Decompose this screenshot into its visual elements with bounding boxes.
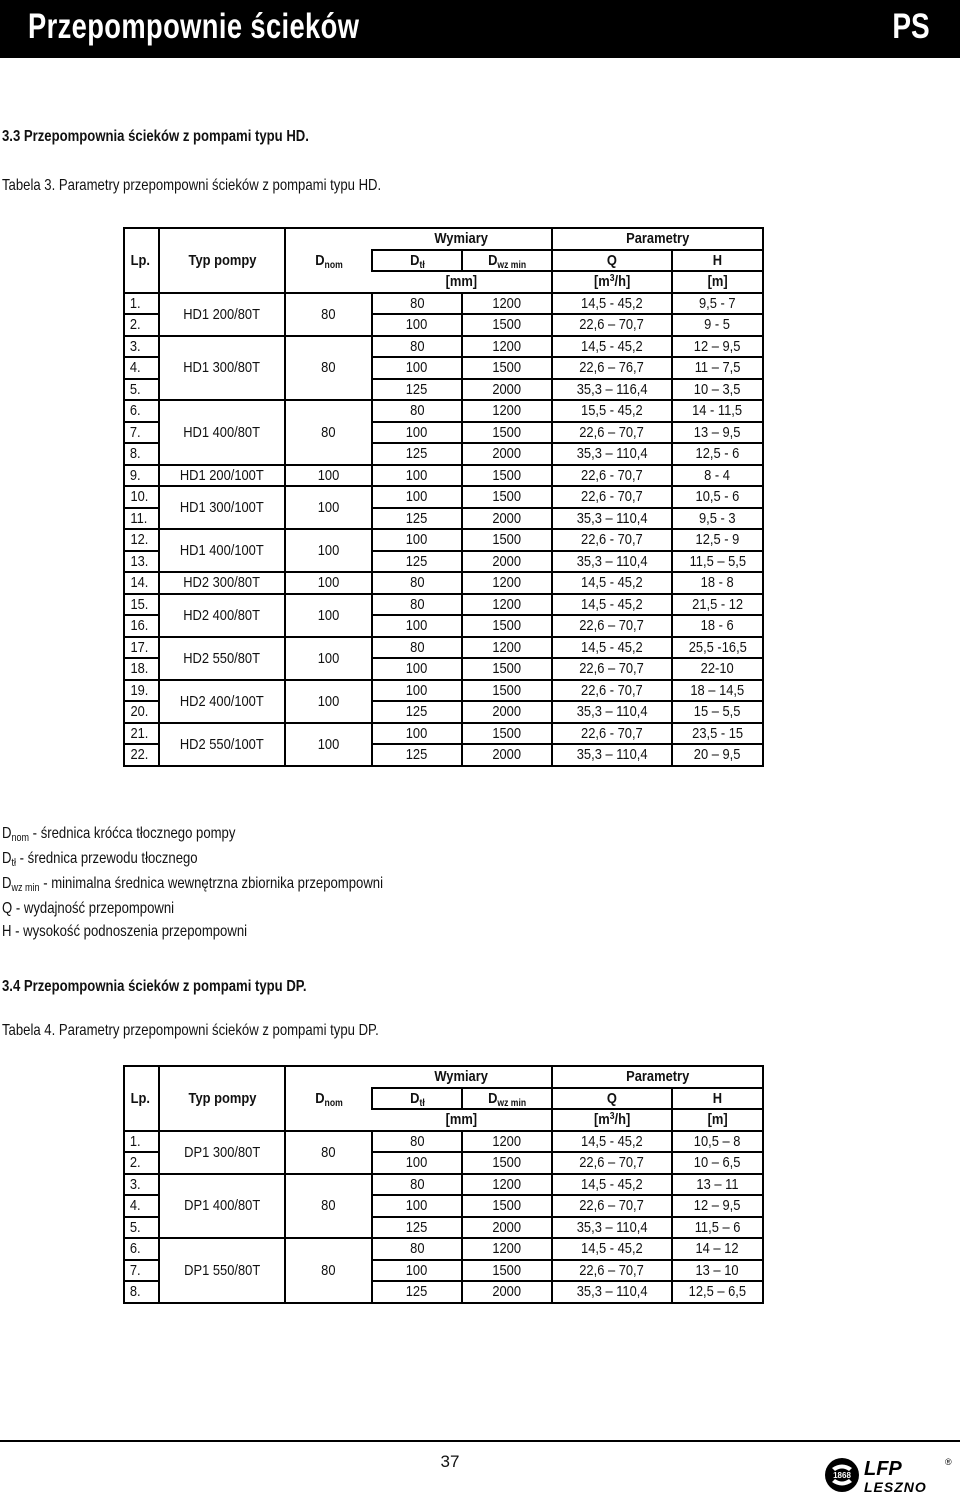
cell-pump-type: DP1 300/80T (159, 1131, 285, 1174)
cell-h: 22-10 (672, 658, 763, 680)
cell-d-nom: 80 (285, 1238, 372, 1303)
registered-mark: ® (945, 1457, 952, 1467)
cell-d-tl: 125 (372, 443, 462, 465)
header-blank (159, 1109, 285, 1131)
cell-h: 10 – 6,5 (672, 1152, 763, 1174)
cell-lp: 8. (124, 443, 159, 465)
cell-d-wz-min: 1200 (462, 1131, 552, 1153)
cell-q: 22,6 - 70,7 (552, 529, 672, 551)
cell-h: 15 – 5,5 (672, 701, 763, 723)
cell-d-tl: 100 (372, 1195, 462, 1217)
header-d-nom: $D_{nom}$ (285, 1088, 372, 1110)
cell-h: 9,5 - 7 (672, 293, 763, 315)
cell-q: 22,6 – 70,7 (552, 658, 672, 680)
table-row (124, 572, 763, 594)
cell-d-wz-min: 1500 (462, 1152, 552, 1174)
cell-d-nom: 100 (285, 723, 372, 766)
header-blank (159, 228, 285, 250)
legend-d-tl: Dtł - średnica przewodu tłocznego (2, 850, 198, 869)
lfp-leszno-logo (824, 1455, 954, 1495)
cell-q: 35,3 – 110,4 (552, 701, 672, 723)
cell-d-wz-min: 1500 (462, 529, 552, 551)
logo-text-leszno: LESZNO (864, 1479, 927, 1495)
cell-h: 11,5 – 5,5 (672, 551, 763, 573)
cell-d-wz-min: 1200 (462, 572, 552, 594)
header-q: Q (552, 250, 672, 272)
cell-d-nom: 80 (285, 1174, 372, 1239)
cell-h: 13 – 10 (672, 1260, 763, 1282)
cell-d-tl: 80 (372, 572, 462, 594)
header-h: H (672, 1088, 763, 1110)
cell-lp: 1. (124, 293, 159, 315)
table-row (124, 336, 763, 358)
cell-d-tl: 100 (372, 658, 462, 680)
cell-q: 14,5 - 45,2 (552, 1131, 672, 1153)
cell-d-nom: 80 (285, 336, 372, 401)
cell-lp: 4. (124, 357, 159, 379)
cell-d-wz-min: 1200 (462, 293, 552, 315)
header-unit-q: $[m^3/h]$ (552, 1109, 672, 1131)
cell-d-tl: 80 (372, 400, 462, 422)
cell-d-tl: 80 (372, 293, 462, 315)
cell-d-wz-min: 2000 (462, 379, 552, 401)
cell-d-wz-min: 1500 (462, 422, 552, 444)
cell-q: 35,3 – 110,4 (552, 443, 672, 465)
cell-lp: 12. (124, 529, 159, 551)
cell-q: 14,5 - 45,2 (552, 594, 672, 616)
cell-h: 25,5 -16,5 (672, 637, 763, 659)
header-wymiary: Wymiary (372, 228, 552, 250)
cell-d-wz-min: 1200 (462, 1238, 552, 1260)
cell-h: 14 - 11,5 (672, 400, 763, 422)
cell-q: 22,6 - 70,7 (552, 723, 672, 745)
cell-h: 20 – 9,5 (672, 744, 763, 766)
cell-d-nom: 100 (285, 680, 372, 723)
cell-pump-type: HD1 200/100T (159, 465, 285, 487)
cell-d-wz-min: 1500 (462, 1260, 552, 1282)
header-blank (285, 1109, 372, 1131)
table-hd (123, 227, 764, 767)
cell-h: 18 – 14,5 (672, 680, 763, 702)
cell-d-tl: 125 (372, 508, 462, 530)
cell-d-nom: 100 (285, 465, 372, 487)
table-row (124, 1131, 763, 1153)
cell-h: 23,5 - 15 (672, 723, 763, 745)
cell-lp: 2. (124, 314, 159, 336)
cell-q: 35,3 – 110,4 (552, 1281, 672, 1303)
page-number: 37 (440, 1452, 460, 1471)
cell-lp: 16. (124, 615, 159, 637)
page-header (0, 0, 960, 58)
header-blank (124, 271, 159, 293)
header-parametry: Parametry (552, 1066, 763, 1088)
cell-d-tl: 100 (372, 615, 462, 637)
cell-h: 10 – 3,5 (672, 379, 763, 401)
cell-d-wz-min: 1500 (462, 658, 552, 680)
cell-q: 22,6 – 70,7 (552, 314, 672, 336)
table-row (124, 637, 763, 659)
cell-q: 14,5 - 45,2 (552, 1238, 672, 1260)
cell-d-nom: 100 (285, 486, 372, 529)
header-q: Q (552, 1088, 672, 1110)
header-blank (285, 228, 372, 250)
header-blank (124, 1066, 159, 1088)
cell-pump-type: DP1 400/80T (159, 1174, 285, 1239)
table-row (124, 465, 763, 487)
header-blank (285, 1066, 372, 1088)
section-heading-dp: 3.4 Przepompownia ścieków z pompami typu DP. (2, 978, 307, 995)
table-row (124, 1174, 763, 1196)
legend-q: Q - wydajność przepompowni (2, 900, 175, 917)
header-blank (159, 271, 285, 293)
legend-d-nom: Dnom - średnica króćca tłocznego pompy (2, 825, 236, 844)
table-dp (123, 1065, 764, 1304)
section-heading-hd: 3.3 Przepompownia ścieków z pompami typu HD. (2, 128, 309, 145)
cell-d-nom: 100 (285, 637, 372, 680)
header-lp: Lp. (124, 250, 159, 272)
cell-d-nom: 80 (285, 293, 372, 336)
cell-lp: 7. (124, 1260, 159, 1282)
cell-q: 35,3 – 110,4 (552, 744, 672, 766)
header-d-tl: $D_{tł}$ (372, 250, 462, 272)
cell-h: 18 - 6 (672, 615, 763, 637)
cell-d-tl: 100 (372, 465, 462, 487)
cell-d-tl: 80 (372, 594, 462, 616)
cell-d-wz-min: 1500 (462, 680, 552, 702)
cell-q: 35,3 – 110,4 (552, 508, 672, 530)
cell-pump-type: HD2 300/80T (159, 572, 285, 594)
cell-h: 8 - 4 (672, 465, 763, 487)
cell-pump-type: HD1 300/80T (159, 336, 285, 401)
cell-lp: 15. (124, 594, 159, 616)
cell-lp: 4. (124, 1195, 159, 1217)
header-blank (124, 1109, 159, 1131)
cell-lp: 3. (124, 1174, 159, 1196)
cell-h: 9 - 5 (672, 314, 763, 336)
cell-q: 22,6 – 70,7 (552, 615, 672, 637)
header-unit-mm: [mm] (372, 1109, 552, 1131)
cell-lp: 21. (124, 723, 159, 745)
cell-h: 12,5 – 6,5 (672, 1281, 763, 1303)
cell-d-tl: 125 (372, 379, 462, 401)
cell-d-tl: 125 (372, 701, 462, 723)
header-h: H (672, 250, 763, 272)
cell-d-tl: 100 (372, 314, 462, 336)
cell-lp: 13. (124, 551, 159, 573)
cell-h: 13 – 9,5 (672, 422, 763, 444)
cell-d-nom: 100 (285, 594, 372, 637)
cell-d-tl: 100 (372, 486, 462, 508)
legend-d-wz-min: Dwz min - minimalna średnica wewnętrzna zbiornika przepompowni (2, 875, 384, 894)
cell-d-wz-min: 1500 (462, 723, 552, 745)
cell-d-tl: 80 (372, 1174, 462, 1196)
cell-h: 12 – 9,5 (672, 336, 763, 358)
header-unit-mm: [mm] (372, 271, 552, 293)
cell-lp: 2. (124, 1152, 159, 1174)
cell-d-wz-min: 1500 (462, 486, 552, 508)
footer-rule (0, 1440, 960, 1442)
table-row (124, 1238, 763, 1260)
section-code: PS (892, 7, 930, 46)
cell-d-wz-min: 2000 (462, 1281, 552, 1303)
cell-lp: 14. (124, 572, 159, 594)
cell-d-tl: 125 (372, 744, 462, 766)
cell-lp: 20. (124, 701, 159, 723)
cell-pump-type: HD2 550/100T (159, 723, 285, 766)
cell-q: 22,6 – 76,7 (552, 357, 672, 379)
cell-d-tl: 100 (372, 357, 462, 379)
cell-h: 21,5 - 12 (672, 594, 763, 616)
header-blank (285, 271, 372, 293)
cell-d-tl: 100 (372, 1260, 462, 1282)
cell-d-nom: 100 (285, 572, 372, 594)
cell-d-wz-min: 2000 (462, 443, 552, 465)
cell-lp: 6. (124, 400, 159, 422)
cell-pump-type: HD1 200/80T (159, 293, 285, 336)
table-caption-hd: Tabela 3. Parametry przepompowni ścieków z pompami typu HD. (2, 177, 382, 194)
cell-d-wz-min: 2000 (462, 701, 552, 723)
cell-q: 14,5 - 45,2 (552, 336, 672, 358)
cell-lp: 5. (124, 379, 159, 401)
cell-pump-type: HD1 400/100T (159, 529, 285, 572)
table-row (124, 486, 763, 508)
cell-d-tl: 80 (372, 1131, 462, 1153)
cell-h: 11 – 7,5 (672, 357, 763, 379)
page-title: Przepompownie ścieków (28, 7, 360, 46)
cell-h: 12,5 - 9 (672, 529, 763, 551)
cell-lp: 18. (124, 658, 159, 680)
cell-q: 35,3 – 116,4 (552, 379, 672, 401)
cell-lp: 9. (124, 465, 159, 487)
table-caption-dp: Tabela 4. Parametry przepompowni ścieków z pompami typu DP. (2, 1022, 379, 1039)
cell-q: 14,5 - 45,2 (552, 293, 672, 315)
cell-pump-type: HD2 550/80T (159, 637, 285, 680)
cell-h: 9,5 - 3 (672, 508, 763, 530)
header-wymiary: Wymiary (372, 1066, 552, 1088)
cell-lp: 10. (124, 486, 159, 508)
cell-q: 22,6 – 70,7 (552, 1195, 672, 1217)
cell-lp: 3. (124, 336, 159, 358)
cell-d-wz-min: 1200 (462, 336, 552, 358)
cell-q: 22,6 – 70,7 (552, 1152, 672, 1174)
header-d-nom: $D_{nom}$ (285, 250, 372, 272)
cell-q: 22,6 - 70,7 (552, 465, 672, 487)
cell-d-wz-min: 2000 (462, 508, 552, 530)
header-d-wz-min: $D_{wz min}$ (462, 1088, 552, 1110)
cell-d-wz-min: 1500 (462, 357, 552, 379)
cell-d-tl: 100 (372, 1152, 462, 1174)
cell-pump-type: HD2 400/100T (159, 680, 285, 723)
cell-q: 35,3 – 110,4 (552, 551, 672, 573)
header-unit-m: [m] (672, 1109, 763, 1131)
cell-pump-type: HD1 300/100T (159, 486, 285, 529)
cell-d-wz-min: 1200 (462, 637, 552, 659)
cell-d-nom: 80 (285, 1131, 372, 1174)
header-typ-pompy: Typ pompy (159, 1088, 285, 1110)
cell-pump-type: HD2 400/80T (159, 594, 285, 637)
cell-d-tl: 125 (372, 551, 462, 573)
header-parametry: Parametry (552, 228, 763, 250)
header-d-tl: $D_{tł}$ (372, 1088, 462, 1110)
cell-lp: 5. (124, 1217, 159, 1239)
cell-lp: 8. (124, 1281, 159, 1303)
header-d-wz-min: $D_{wz min}$ (462, 250, 552, 272)
cell-h: 14 – 12 (672, 1238, 763, 1260)
cell-h: 11,5 – 6 (672, 1217, 763, 1239)
cell-lp: 6. (124, 1238, 159, 1260)
cell-d-tl: 80 (372, 336, 462, 358)
cell-d-tl: 100 (372, 680, 462, 702)
cell-d-tl: 100 (372, 723, 462, 745)
cell-d-tl: 100 (372, 529, 462, 551)
cell-q: 35,3 – 110,4 (552, 1217, 672, 1239)
cell-d-tl: 80 (372, 637, 462, 659)
table-row (124, 400, 763, 422)
cell-lp: 17. (124, 637, 159, 659)
header-unit-q: $[m^3/h]$ (552, 271, 672, 293)
cell-q: 14,5 - 45,2 (552, 572, 672, 594)
cell-d-tl: 80 (372, 1238, 462, 1260)
cell-d-wz-min: 1200 (462, 594, 552, 616)
cell-d-wz-min: 1500 (462, 314, 552, 336)
cell-q: 22,6 - 70,7 (552, 680, 672, 702)
cell-d-wz-min: 1200 (462, 400, 552, 422)
cell-h: 10,5 - 6 (672, 486, 763, 508)
cell-h: 12 – 9,5 (672, 1195, 763, 1217)
cell-h: 13 – 11 (672, 1174, 763, 1196)
header-unit-m: [m] (672, 271, 763, 293)
cell-d-tl: 125 (372, 1281, 462, 1303)
table-row (124, 723, 763, 745)
cell-pump-type: HD1 400/80T (159, 400, 285, 465)
header-blank (159, 1066, 285, 1088)
cell-d-wz-min: 1500 (462, 1195, 552, 1217)
table-row (124, 594, 763, 616)
cell-h: 18 - 8 (672, 572, 763, 594)
logo-text-lfp: LFP (864, 1458, 902, 1480)
table-row (124, 293, 763, 315)
legend (2, 822, 467, 943)
cell-q: 22,6 – 70,7 (552, 422, 672, 444)
cell-d-wz-min: 2000 (462, 1217, 552, 1239)
cell-d-wz-min: 1500 (462, 465, 552, 487)
cell-q: 14,5 - 45,2 (552, 637, 672, 659)
cell-d-tl: 125 (372, 1217, 462, 1239)
header-typ-pompy: Typ pompy (159, 250, 285, 272)
cell-h: 12,5 - 6 (672, 443, 763, 465)
cell-lp: 7. (124, 422, 159, 444)
cell-q: 22,6 – 70,7 (552, 1260, 672, 1282)
table-row (124, 529, 763, 551)
cell-q: 15,5 - 45,2 (552, 400, 672, 422)
cell-d-nom: 80 (285, 400, 372, 465)
cell-d-tl: 100 (372, 422, 462, 444)
cell-pump-type: DP1 550/80T (159, 1238, 285, 1303)
header-blank (124, 228, 159, 250)
table-row (124, 680, 763, 702)
cell-d-wz-min: 1500 (462, 615, 552, 637)
legend-h: H - wysokość podnoszenia przepompowni (2, 923, 248, 940)
cell-h: 10,5 – 8 (672, 1131, 763, 1153)
cell-lp: 19. (124, 680, 159, 702)
cell-q: 22,6 - 70,7 (552, 486, 672, 508)
cell-lp: 1. (124, 1131, 159, 1153)
cell-lp: 11. (124, 508, 159, 530)
lfp-emblem-icon (825, 1458, 859, 1492)
cell-d-wz-min: 2000 (462, 744, 552, 766)
cell-d-nom: 100 (285, 529, 372, 572)
cell-d-wz-min: 2000 (462, 551, 552, 573)
cell-q: 14,5 - 45,2 (552, 1174, 672, 1196)
svg-text:1868: 1868 (833, 1471, 851, 1480)
cell-d-wz-min: 1200 (462, 1174, 552, 1196)
cell-lp: 22. (124, 744, 159, 766)
header-lp: Lp. (124, 1088, 159, 1110)
